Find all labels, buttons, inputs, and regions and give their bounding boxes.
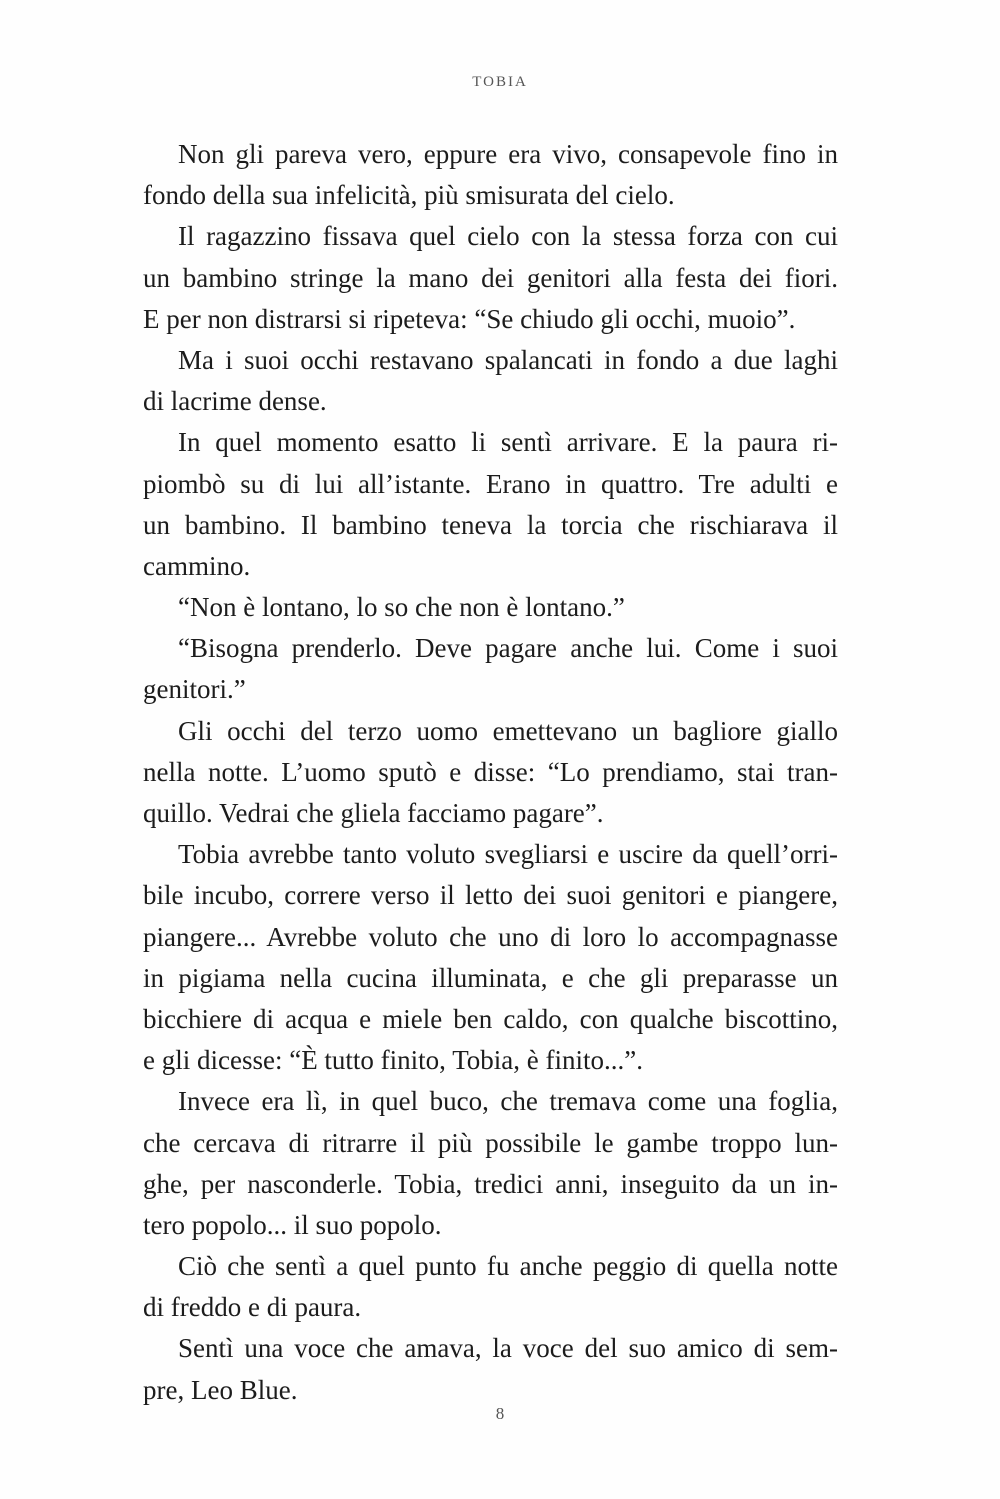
text-line: quillo. Vedrai che gliela facciamo pagare”. <box>143 798 604 828</box>
text-line: di lacrime dense. <box>143 386 327 417</box>
text-line: “Non è lontano, lo so che non è lontano.” <box>178 592 625 623</box>
text-line: In quel momento esatto li sentì arrivare. E la paura ri- <box>178 427 838 458</box>
text-line: tero popolo... il suo popolo. <box>143 1209 442 1240</box>
text-line: Non gli pareva vero, eppure era vivo, consapevole fino in <box>178 139 838 169</box>
text-line: bicchiere di acqua e miele ben caldo, con qualche biscottino, <box>143 1003 838 1034</box>
text-line: un bambino. Il bambino teneva la torcia che rischiarava il <box>143 509 838 540</box>
text-line: ghe, per nasconderle. Tobia, tredici anni, inseguito da un in- <box>143 1168 838 1199</box>
text-line: “Bisogna prenderlo. Deve pagare anche lui. Come i suoi <box>178 633 838 664</box>
text-line: pre, Leo Blue. <box>143 1374 298 1405</box>
text-line: Il ragazzino fissava quel cielo con la stessa forza con cui <box>178 221 838 252</box>
text-line: Invece era lì, in quel buco, che tremava come una foglia, <box>178 1086 838 1117</box>
page-number: 8 <box>495 1404 505 1423</box>
running-head: TOBIA <box>472 74 528 90</box>
text-line: un bambino stringe la mano dei genitori alla festa dei fiori. <box>143 262 838 293</box>
text-line: genitori.” <box>143 674 246 705</box>
text-line: Ma i suoi occhi restavano spalancati in fondo a due laghi <box>178 344 838 375</box>
text-line: Gli occhi del terzo uomo emettevano un bagliore giallo <box>178 715 838 746</box>
text-line: Ciò che sentì a quel punto fu anche peggio di quella notte <box>178 1251 838 1282</box>
text-line: fondo della sua infelicità, più smisurata del cielo. <box>143 180 675 211</box>
text-line: e gli dicesse: “È tutto finito, Tobia, è finito...”. <box>143 1045 644 1076</box>
body-text <box>143 134 838 1411</box>
text-line: E per non distrarsi si ripeteva: “Se chiudo gli occhi, muoio”. <box>143 303 796 334</box>
text-line: piombò su di lui all’istante. Erano in quattro. Tre adulti e <box>143 468 838 499</box>
text-line: nella notte. L’uomo sputò e disse: “Lo prendiamo, stai tran- <box>143 756 838 787</box>
text-line: Tobia avrebbe tanto voluto svegliarsi e uscire da quell’orri- <box>178 839 838 870</box>
text-line: cammino. <box>143 550 251 581</box>
text-line: che cercava di ritrarre il più possibile le gambe troppo lun- <box>143 1127 838 1158</box>
text-line: di freddo e di paura. <box>143 1292 362 1323</box>
text-line: piangere... Avrebbe voluto che uno di loro lo accompagnasse <box>143 921 838 952</box>
text-line: Sentì una voce che amava, la voce del suo amico di sem- <box>178 1333 838 1364</box>
text-line: in pigiama nella cucina illuminata, e che gli preparasse un <box>143 962 838 993</box>
text-line: bile incubo, correre verso il letto dei suoi genitori e piangere, <box>143 880 838 911</box>
